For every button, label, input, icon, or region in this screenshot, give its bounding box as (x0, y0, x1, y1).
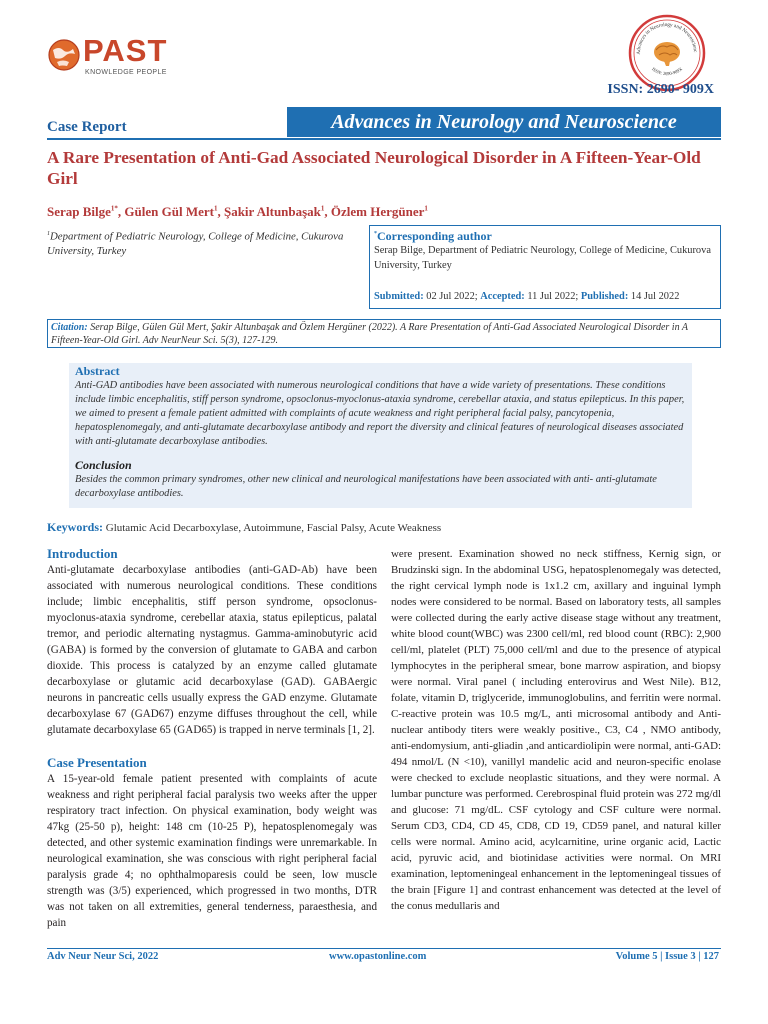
case-presentation-heading: Case Presentation (47, 755, 147, 770)
case-presentation-text: A 15-year-old female patient presented with complaints of acute weakness and right peripheral facial paralysis two weeks after the upper respiratory tract infection. On physical examination, body weight was 47kg (25-50 p), height: 148 cm (10-25 P), hepatosplenomegaly was detected, and other systemic examination findings were unremarkable. In neurological examination, she was conscious with right peripheral facial paralysis grade 4; no ophthalmoparesis could be seen, low muscle strength was (3/5) experienced, which progressed in two months, DTR was not taken on all extremities, general tenderness, paraesthesia, and pain (47, 773, 377, 929)
citation-box: Citation: Serap Bilge, Gülen Gül Mert, Şakir Altunbaşak and Özlem Hergüner (2022). A Rare Presentation of Anti-Gad Associated Neurological Disorder in A Fifteen-Year-Old Girl. Adv NeurNeur Sci. 5(3), 127-129. (47, 319, 721, 348)
introduction-heading: Introduction (47, 546, 118, 561)
author-affiliation-marker: 1 (213, 204, 218, 213)
footer-page-info: Volume 5 | Issue 3 | 127 (615, 951, 719, 962)
keywords: Keywords: Glutamic Acid Decarboxylase, Autoimmune, Fascial Palsy, Acute Weakness (47, 520, 442, 534)
logo-wordmark: PAST (83, 33, 168, 68)
journal-seal-icon (628, 14, 706, 92)
author-list: Serap Bilge$^{1*}$, Gülen Gül Mert$^1$, Şakir Altunbaşak$^1$, Özlem Hergüner$^1$ (47, 204, 428, 219)
footer-website-link[interactable]: www.opastonline.com (329, 951, 427, 962)
abstract-heading: Abstract (75, 364, 120, 378)
author-name: Özlem Hergüner (330, 204, 425, 219)
author-name: Şakir Altunbaşak (223, 204, 321, 219)
conclusion-heading: Conclusion (75, 458, 132, 472)
footer-divider (47, 948, 721, 949)
case-presentation-continued: were present. Examination showed no neck stiffness, Kernig sign, or Brudzinski sign. In the abdominal USG, hepatosplenomegaly was detected, the right cervical lymph node is 1x1.2 cm, axillary and inguinal lymph nodes were considered to be normal. Based on laboratory tests, all samples were collected during the early active disease stage without any treatment, white blood count(WBC) was 2300 cell/ml, red blood count (RBC): 2,900 cell/ml, platelet (PLT) 75,000 cell/ml and due to the presence of atypical lymphocytes in the peripheral smear, bone marrow aspiration, and biopsy were normal. Viral panel ( including enterovirus and West Nile). B12, folate, vitamin D, triglyceride, immunoglobulins, and ferritin were normal. C-reactive protein was 10.5 mg/L, anti microsomal antibody and Anti-nuclear antibody titers were weakly positive., C3, C4 , NMO antibody, anti-endomysium, anti-gliadin ,and anticardiolipin were normal, anti-GAD: 494 nmol/L (N <10), vanillyl mandelic acid and neuron-specific enolase were checked to exclude neoplastic situations, and they were normal. A lumbar puncture was performed. Cerebrospinal fluid protein was 272 mg/dl and glucose: 71 mg/dL. CSF cytology and CSF culture were normal. Serum CD3, CD4, CD 45, CD8, CD 19, CD59 panel, and natural killer cells were normal. Amino acid, acylcarnitine, urine organic acid, Lactic acid, pyruvic acid, and biotinidase activities were normal. On MRI examination, leptomeningeal enhancement in the leptomeningeal tissues of the brain [Figure 1] and contrast enhancement was detected at the level of the conus medullaris and (391, 548, 721, 912)
publisher-logo (47, 33, 168, 80)
affiliation: $^1$Department of Pediatric Neurology, College of Medicine, Cukurova University, Turkey (47, 230, 344, 257)
author-affiliation-marker: 1 (424, 204, 428, 213)
corresponding-text: Serap Bilge, Department of Pediatric Neurology, College of Medicine, Cukurova University, Turkey (374, 245, 711, 271)
footer-journal: Adv Neur Neur Sci, 2022 (47, 951, 159, 962)
article-title: A Rare Presentation of Anti-Gad Associated Neurological Disorder in A Fifteen-Year-Old Girl (47, 148, 701, 188)
issn-label: ISSN: 2690- 909X (607, 82, 714, 97)
article-dates: Submitted: 02 Jul 2022; Accepted: 11 Jul 2022; Published: 14 Jul 2022 (374, 291, 680, 302)
conclusion-text: Besides the common primary syndromes, other new clinical and neurological manifestations have been associated with anti- anti-glutamate decarboxylase antibodies. (75, 474, 657, 499)
author-affiliation-marker: 1 (320, 204, 325, 213)
author-name: Serap Bilge (47, 204, 111, 219)
body-left-column (47, 546, 377, 931)
corresponding-author-box (369, 225, 721, 309)
article-type: Case Report (47, 119, 127, 135)
author-affiliation-marker: 1* (110, 204, 118, 213)
abstract-box (69, 363, 692, 508)
introduction-text: Anti-glutamate decarboxylase antibodies (anti-GAD-Ab) have been associated with numerous neurological conditions. These conditions include; limbic encephalitis, stiff person syndrome, opsoclonus-myoclonus-ataxia syndrome, cerebellar ataxia, status epilepticus, palatal tremor, and periodic alternating nystagmus. Gamma-aminobutyric acid (GABA) is formed by the conversion of glutamate to GABA and carbon dioxide. This process is catalyzed by an enzyme called glutamate decarboxylase or glutamic acid decarboxylase (GAD). GABAergic neurons in pancreatic cells usually express the GAD enzyme. Glutamate decarboxylase 67 (GAD67) enzyme diffuses throughout the cell, while glutamate decarboxylase 65 (GAD65) is trapped in nerve terminals [1, 2]. (47, 564, 377, 736)
abstract-text: Anti-GAD antibodies have been associated with numerous neurological conditions that have a wide variety of presentations. These conditions include limbic encephalitis, stiff person syndrome, opsoclonus-myoclonus-ataxia syndrome, cerebellar ataxia, and status epilepticus. In this paper, we aimed to present a female patient admitted with complaints of acute weakness and right peripheral facial palsy, pancytopenia, hepatosplenomegaly, and anti-glutamate decarboxylase antibody and report the diversity and clinical features of neurological diseases associated with anti-glutamate decarboxylase antibodies. (75, 380, 685, 447)
corresponding-heading: *Corresponding author (374, 229, 492, 243)
header-divider (47, 138, 721, 140)
journal-banner: Advances in Neurology and Neuroscience (287, 107, 721, 137)
logo-tagline: KNOWLEDGE PEOPLE (85, 69, 167, 76)
svg-text:Advances in Neurology and Neur: Advances in Neurology and Neuroscienc (635, 21, 699, 55)
author-name: Gülen Gül Mert (124, 204, 214, 219)
body-right-column (391, 546, 721, 914)
globe-icon (47, 38, 81, 72)
svg-text:ISSN: 2690-909X: ISSN: 2690-909X (650, 66, 684, 77)
